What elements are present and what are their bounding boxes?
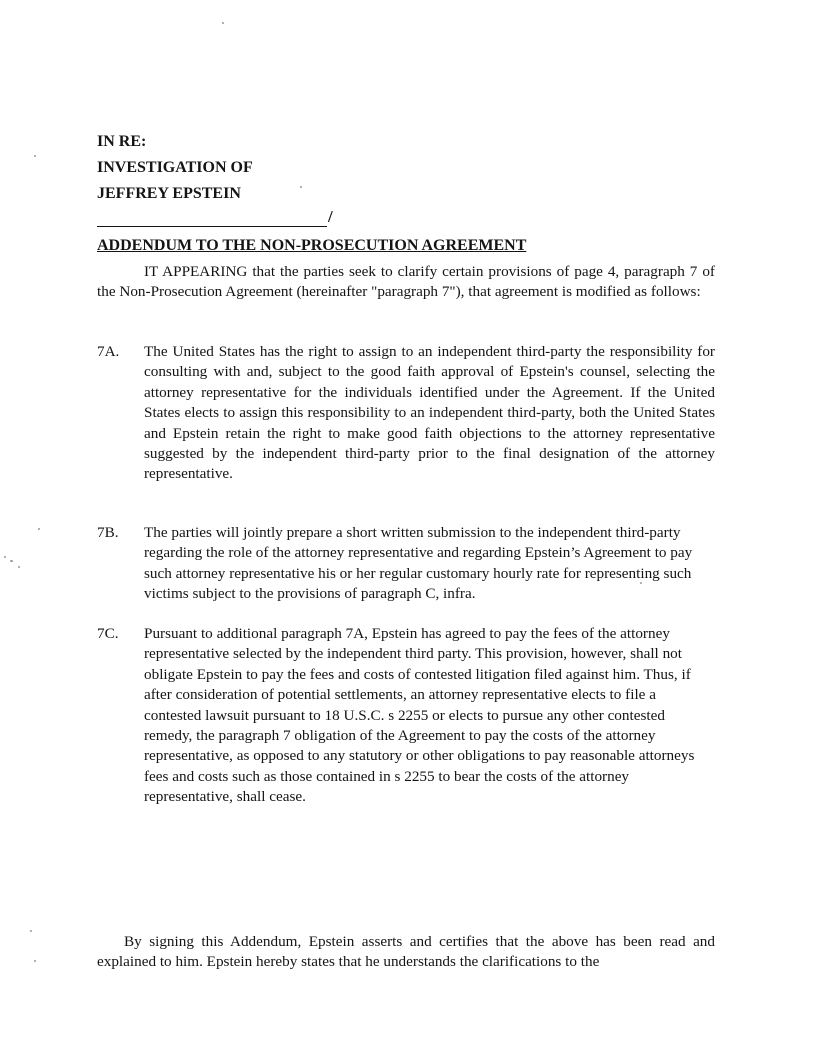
scan-speck [10,560,13,562]
paragraph-text: Pursuant to additional paragraph 7A, Epstein has agreed to pay the fees of the attorney representative selected by the independent third party. This provision, however, shall not obligate Epstein to pay the fees and costs of contested litigation filed against him. Thus, if after consideration of potential settlements, an attorney representative elects to file a contested lawsuit pursuant to 18 U.S.C. s 2255 or elects to pursue any other contested remedy, the paragraph 7 obligation of the Agreement to pay the costs of the attorney representative, as opposed to any statutory or other obligations to pay reasonable attorneys fees and costs such as those contained in s 2255 to bear the costs of the attorney representative, shall cease. [144,625,695,806]
scan-speck [30,930,32,932]
scan-speck [38,528,40,530]
caption-slash: / [328,207,333,226]
paragraph-7a [97,342,715,485]
scan-speck [34,960,36,962]
scan-speck [4,556,6,558]
scan-speck [222,22,224,24]
paragraph-number: 7A. [97,343,120,360]
caption-rule [97,212,327,227]
scan-speck [34,155,36,157]
paragraph-number: 7C. [97,625,119,642]
caption-line-in-re: IN RE: [97,133,147,150]
document-title: ADDENDUM TO THE NON-PROSECUTION AGREEMENT [97,237,527,254]
caption-line-name: JEFFREY EPSTEIN [97,185,241,202]
paragraph-7b [97,523,715,605]
paragraph-number: 7B. [97,524,119,541]
scan-speck [18,566,20,568]
caption-line-investigation: INVESTIGATION OF [97,159,253,176]
paragraph-text: The United States has the right to assign to an independent third-party the responsibility for consulting with and, subject to the good faith approval of Epstein's counsel, selecting the attorney representative for the individuals identified under the Agreement. If the United States elects to assign this responsibility to an independent third-party, both the United States and Epstein retain the right to make good faith objections to the attorney representative suggested by the independent third-party prior to the final designation of the attorney representative. [144,343,715,483]
intro-paragraph: IT APPEARING that the parties seek to clarify certain provisions of page 4, paragraph 7 of the Non-Prosecution Agreement (hereinafter "paragraph 7"), that agreement is modified as follows: [97,263,715,301]
scan-speck [640,582,642,584]
scan-speck [300,186,302,188]
paragraph-text: The parties will jointly prepare a short written submission to the independent third-party regarding the role of the attorney representative and regarding Epstein’s Agreement to pay such attorney representative his or her regular customary hourly rate for representing such victims subject to the provisions of paragraph C, infra. [144,524,693,603]
paragraph-7c [97,624,715,808]
closing-paragraph: By signing this Addendum, Epstein asserts and certifies that the above has been read and explained to him. Epstein hereby states that he understands the clarifications to the [97,933,715,971]
case-caption [97,129,253,207]
